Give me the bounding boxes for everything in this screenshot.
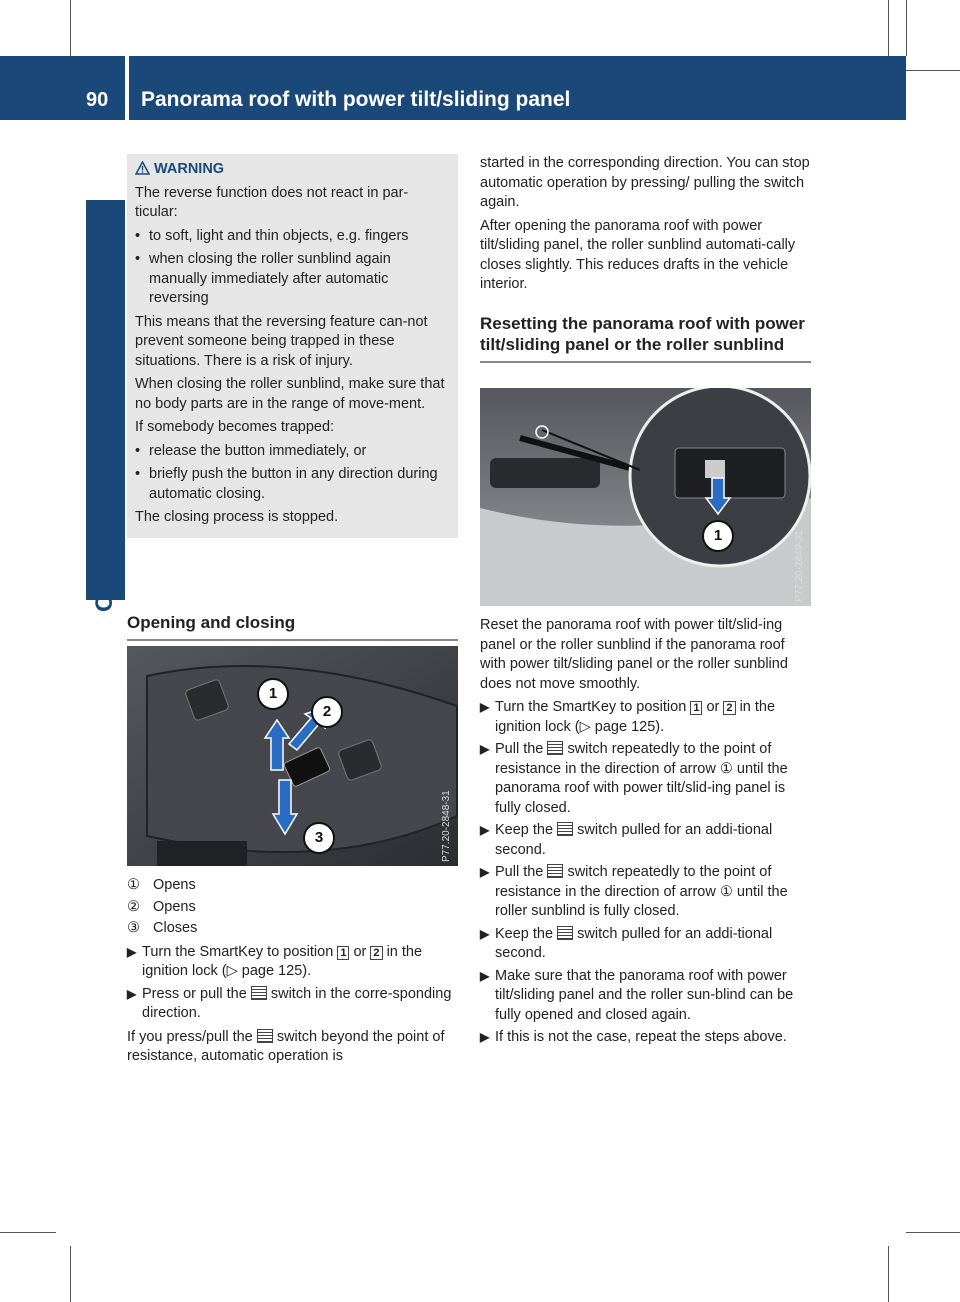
section-opening — [127, 612, 458, 641]
key-position-2: 2 — [370, 946, 382, 960]
warning-paragraph: When closing the roller sunblind, make sure that no body parts are in the range of move-ment. — [135, 376, 445, 412]
list-item: • when closing the roller sunblind again manually immediately after automatic reversing — [135, 251, 391, 306]
key-position-2: 2 — [723, 701, 735, 715]
arrow-right-icon: ▶ — [480, 700, 490, 714]
arrow-right-icon: ▶ — [480, 926, 490, 941]
crop-mark — [906, 70, 960, 71]
crop-mark — [70, 1246, 71, 1302]
page-reference: ▷ page 125 — [579, 718, 656, 735]
step-text: or — [353, 943, 367, 960]
instruction-step — [480, 698, 811, 737]
arrow-right-icon: ▶ — [480, 742, 490, 756]
step-text: switch repeatedly to the point of resistance in the direction of arrow — [495, 864, 772, 900]
arrow-right-icon: ▶ — [480, 823, 490, 837]
switch-icon — [251, 986, 267, 1000]
callout-1: 1 — [702, 520, 734, 552]
list-item-text: when closing the roller sunblind again manually immediately after automatic reversing — [149, 251, 391, 306]
arrow-right-icon: ▶ — [480, 968, 490, 983]
step-text: Pull the — [495, 741, 544, 757]
instruction-step — [127, 943, 458, 982]
legend-text: Closes — [153, 920, 198, 936]
crop-mark — [0, 1232, 56, 1233]
legend-number: ③ — [127, 920, 140, 936]
step-text: switch pulled for an addi-tional second. — [495, 822, 773, 858]
warning-box — [127, 154, 458, 538]
list-item-text: to soft, light and thin objects, e.g. fingers — [149, 227, 409, 244]
crop-mark — [906, 0, 907, 56]
legend-item — [127, 876, 458, 896]
page-reference: ▷ page 125 — [226, 963, 303, 979]
header-separator — [125, 56, 129, 120]
callout-3: 3 — [303, 822, 335, 854]
list-item-text: release the button immediately, or — [149, 442, 367, 459]
page-title: Panorama roof with power tilt/sliding panel — [141, 88, 571, 111]
warning-triangle-icon — [135, 161, 150, 175]
step-text: or — [706, 699, 720, 715]
arrow-right-icon: ▶ — [127, 944, 137, 959]
section-reset-text — [480, 616, 811, 1051]
paragraph: After opening the panorama roof with power tilt/sliding panel, the roller sunblind automati-cally closes slightly. This reduces drafts in the vehicle interior. — [480, 217, 796, 292]
legend-text: Opens — [153, 898, 196, 915]
paragraph-text: If you press/pull the — [127, 1028, 253, 1045]
warning-paragraph: The closing process is stopped. — [135, 509, 339, 525]
step-text: Pull the — [495, 864, 544, 880]
switch-icon — [547, 741, 563, 755]
step-text: ). — [302, 963, 312, 979]
step-text: Turn the SmartKey to position — [142, 943, 334, 960]
step-text: If this is not the case, repeat the steps above. — [495, 1029, 787, 1045]
key-position-1: 1 — [690, 701, 702, 715]
warning-title-row — [135, 160, 448, 180]
list-item-text: briefly push the button in any direction during automatic closing. — [149, 466, 438, 502]
arrow-right-icon: ▶ — [480, 865, 490, 879]
switch-icon — [557, 926, 573, 940]
step-text: until the roller sunblind is fully closed. — [495, 883, 788, 919]
instruction-step — [480, 821, 811, 860]
callout-reference: ① — [719, 760, 733, 777]
step-text: switch repeatedly to the point of resistance in the direction of arrow — [495, 741, 772, 777]
legend-number: ① — [127, 877, 140, 893]
page-header — [0, 56, 906, 120]
warning-title: WARNING — [154, 161, 225, 177]
section-heading: Opening and closing — [127, 612, 458, 641]
switch-icon — [547, 864, 563, 878]
step-text: until the panorama roof with power tilt/slid-ing panel is fully closed. — [495, 760, 788, 816]
list-item: • release the button immediately, or — [135, 442, 367, 459]
instruction-step — [480, 740, 811, 818]
crop-mark — [888, 0, 889, 56]
instruction-step — [480, 863, 811, 922]
section-heading: Resetting the panorama roof with power tilt/sliding panel or the roller sunblind — [480, 313, 811, 363]
instruction-step — [480, 967, 811, 1026]
crop-mark — [70, 0, 71, 56]
figure-reset-switch — [480, 388, 811, 606]
crop-mark — [906, 1232, 960, 1233]
figure-id: P77.20-2848-31 — [441, 790, 452, 862]
step-text: Press or pull the — [142, 985, 247, 1002]
page-number: 90 — [86, 89, 109, 111]
instruction-step — [480, 925, 811, 964]
legend-number: ② — [127, 898, 140, 915]
legend-item — [127, 919, 458, 939]
step-text: Turn the SmartKey to position — [495, 699, 687, 715]
instruction-step — [127, 985, 458, 1024]
arrow-right-icon: ▶ — [480, 1030, 490, 1044]
arrow-right-icon: ▶ — [127, 986, 137, 1001]
paragraph: Reset the panorama roof with power tilt/slid-ing panel or the roller sunblind if the panorama roof with power tilt/sliding panel or the roller sunblind does not move smoothly. — [480, 617, 788, 692]
step-text: switch pulled for an addi-tional second. — [495, 925, 773, 961]
step-text: switch in the corre-sponding direction. — [142, 985, 452, 1021]
chapter-label-text: Opening and closing — [91, 374, 118, 612]
step-text: Keep the — [495, 822, 554, 838]
figure-roof-switch — [127, 646, 458, 866]
section-opening-text — [127, 874, 458, 1071]
list-item: • briefly push the button in any direction during automatic closing. — [135, 466, 438, 502]
callout-reference: ① — [719, 883, 733, 900]
right-column — [480, 154, 811, 363]
key-position-1: 1 — [337, 946, 349, 960]
paragraph-text: switch beyond the point of resistance, automatic operation is — [127, 1028, 445, 1064]
step-text: in the ignition lock ( — [142, 943, 423, 979]
switch-icon — [257, 1029, 273, 1043]
callout-1: 1 — [257, 678, 289, 710]
warning-paragraph: This means that the reversing feature can-not prevent someone being trapped in these situations. There is a risk of injury. — [135, 313, 428, 369]
overhead-control-illustration — [127, 646, 458, 866]
paragraph — [127, 1028, 458, 1067]
warning-paragraph: If somebody becomes trapped: — [135, 419, 335, 435]
paragraph: started in the corresponding direction. You can stop automatic operation by pressing/ pulling the switch again. — [480, 155, 810, 210]
list-item: • to soft, light and thin objects, e.g. fingers — [135, 227, 409, 244]
legend-text: Opens — [153, 877, 196, 893]
step-text: Keep the — [495, 925, 554, 942]
legend-item — [127, 898, 458, 918]
step-text: ). — [655, 718, 665, 735]
step-text: in the ignition lock ( — [495, 699, 776, 735]
warning-intro: The reverse function does not react in par-ticular: — [135, 184, 409, 220]
crop-mark — [888, 1246, 889, 1302]
left-column — [127, 154, 458, 538]
roof-interior-illustration — [480, 388, 811, 606]
step-text: Make sure that the panorama roof with power tilt/sliding panel and the roller sun-blind can be fully opened and closed again. — [495, 967, 794, 1023]
figure-id: P77.20-2849-31 — [794, 530, 805, 602]
switch-icon — [557, 822, 573, 836]
callout-2: 2 — [311, 696, 343, 728]
instruction-step — [480, 1028, 811, 1048]
